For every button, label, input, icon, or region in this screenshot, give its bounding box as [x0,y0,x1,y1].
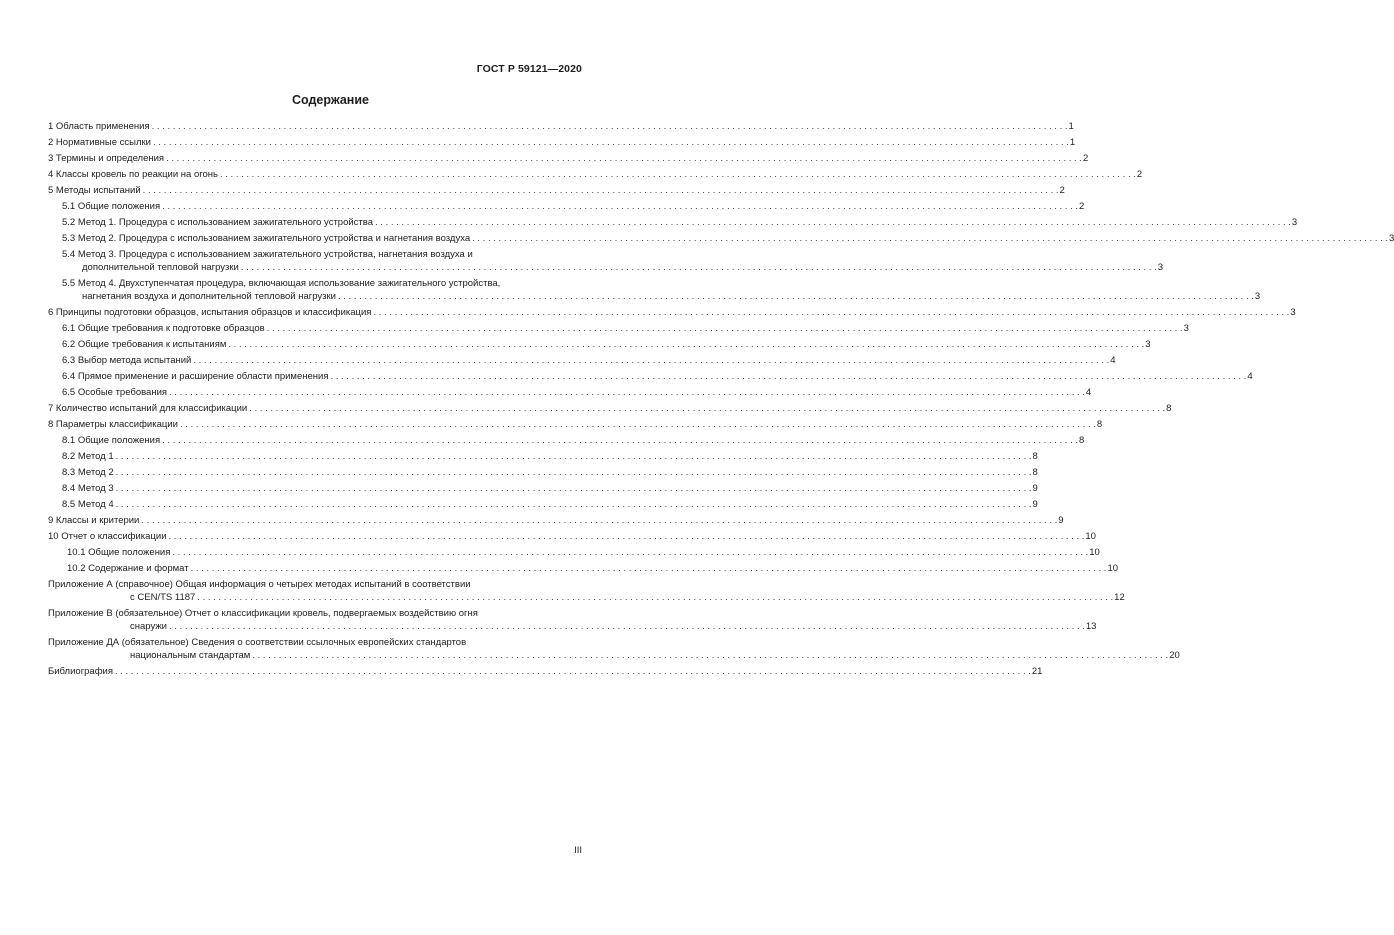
dot-leader [162,200,1078,213]
toc-entry-text: 10.2 Содержание и формат [67,563,189,574]
toc-entry-text: 5.5 Метод 4. Двухступенчатая процедура, включающая использование зажигательного устройства, [62,278,501,289]
page-number: III [574,845,582,856]
toc-entry-continuation: нагнетания воздуха и дополнительной тепловой нагрузки [82,291,336,302]
toc-page-number: 9 [1058,515,1064,526]
toc-page-number: 8 [1032,451,1038,462]
toc-page-number: 2 [1082,153,1089,164]
toc-entry[interactable] [48,354,1116,367]
toc-entry-text: 6.3 Выбор метода испытаний [62,355,192,366]
toc-page-number: 3 [1157,262,1164,273]
dot-leader [193,354,1109,367]
toc-entry-text: 8.2 Метод 1 [62,451,114,462]
toc-entry[interactable] [48,514,1064,527]
toc-entry-text: 5.4 Метод 3. Процедура с использованием зажигательного устройства, нагнетания воздуха и [62,249,473,260]
dot-leader [152,120,1068,133]
dot-leader [143,184,1059,197]
toc-entry[interactable] [48,184,1065,197]
toc-entry-text: 6.4 Прямое применение и расширение области применения [62,371,329,382]
toc-entry[interactable] [48,498,1038,511]
toc-entry[interactable] [48,607,1097,633]
dot-leader [162,434,1078,447]
dot-leader [330,370,1246,383]
toc-entry-text: 8.3 Метод 2 [62,467,114,478]
toc-entry[interactable] [48,277,1261,303]
toc-entry[interactable] [48,338,1151,351]
toc-entry-text: 5.3 Метод 2. Процедура с использованием зажигательного устройства и нагнетания воздуха [62,233,471,244]
toc-entry[interactable] [48,152,1089,165]
toc-page-number: 3 [1291,217,1298,228]
toc-entry-text: Приложение А (справочное) Общая информация о четырех методах испытаний в соответствии [48,579,471,590]
toc-page-number: 21 [1031,666,1043,677]
toc-entry-text: 6.1 Общие требования к подготовке образцов [62,323,265,334]
toc-entry[interactable] [48,636,1180,662]
toc-page-number: 9 [1032,499,1038,510]
toc-page-number: 10 [1107,563,1119,574]
toc-entry-text: Библиография [48,666,113,677]
toc-entry[interactable] [48,466,1038,479]
toc-entry[interactable] [48,665,1043,678]
toc-entry[interactable] [48,450,1038,463]
dot-leader [197,591,1113,604]
dot-leader [116,482,1032,495]
dot-leader [252,649,1168,662]
dot-leader [373,306,1289,319]
toc-entry-continuation: с CEN/TS 1187 [130,592,196,603]
toc-page-number: 1 [1068,121,1074,132]
toc-page-number: 2 [1136,169,1143,180]
toc-entry-text: 7 Количество испытаний для классификации [48,403,248,414]
toc-page-number: 20 [1169,650,1180,661]
toc-entry-text: 6 Принципы подготовки образцов, испытания образцов и классификация [48,307,372,318]
dot-leader [169,530,1085,543]
dot-leader [180,418,1096,431]
toc-entry-text: 8.1 Общие положения [62,435,161,446]
toc-entry-text: 1 Область применения [48,121,150,132]
toc-page-number: 13 [1085,621,1097,632]
toc-entry[interactable] [48,232,1394,245]
toc-entry[interactable] [48,136,1076,149]
dot-leader [153,136,1069,149]
dot-leader [116,466,1032,479]
toc-page-number: 8 [1078,435,1085,446]
toc-page-number: 3 [1254,291,1261,302]
toc-page-number: 9 [1032,483,1038,494]
toc-page-number: 1 [1069,137,1076,148]
toc-page-number: 10 [1089,547,1100,558]
toc-entry-text: 8 Параметры классификации [48,419,178,430]
toc-page-number: 3 [1183,323,1189,334]
toc-entry[interactable] [48,546,1100,559]
toc-entry[interactable] [48,200,1085,213]
toc-page-number: 4 [1247,371,1253,382]
toc-entry[interactable] [48,386,1092,399]
dot-leader [115,665,1031,678]
toc-entry[interactable] [48,168,1143,181]
dot-leader [191,562,1107,575]
toc-entry-continuation: снаружи [130,621,167,632]
toc-entry-text: 10 Отчет о классификации [48,531,167,542]
toc-entry[interactable] [48,322,1189,335]
toc-page-number: 3 [1389,233,1394,244]
page-title: Содержание [291,93,369,107]
dot-leader [172,546,1088,559]
toc-entry-text: 6.2 Общие требования к испытаниям [62,339,227,350]
toc-page-number: 8 [1096,419,1103,430]
toc-entry-text: 4 Классы кровель по реакции на огонь [48,169,218,180]
toc-entry[interactable] [48,562,1119,575]
toc-entry[interactable] [48,306,1296,319]
dot-leader [472,232,1388,245]
toc-entry-text: 10.1 Общие положения [67,547,171,558]
toc-entry[interactable] [48,216,1298,229]
toc-entry-continuation: дополнительной тепловой нагрузки [82,262,239,273]
toc-page-number: 4 [1085,387,1092,398]
toc-entry-text: 6.5 Особые требования [62,387,168,398]
dot-leader [267,322,1183,335]
toc-entry[interactable] [48,530,1096,543]
toc-page-number: 8 [1166,403,1172,414]
dot-leader [338,290,1254,303]
toc-page-number: 12 [1114,592,1125,603]
toc-entry-text: Приложение В (обязательное) Отчет о классификации кровель, подвергаемых воздействию огня [48,608,478,619]
dot-leader [166,152,1082,165]
toc-entry[interactable] [48,402,1172,415]
toc-entry[interactable] [48,434,1085,447]
standard-designation: ГОСТ Р 59121—2020 [476,63,582,75]
toc-entry[interactable] [48,578,1125,604]
toc-entry-text: 8.4 Метод 3 [62,483,114,494]
toc-entry-text: 3 Термины и определения [48,153,165,164]
toc-page-number: 2 [1078,201,1085,212]
toc-entry-text: 2 Нормативные ссылки [48,137,151,148]
toc-entry-text: 9 Классы и критерии [48,515,140,526]
toc-entry[interactable] [48,248,1164,274]
toc-page-number: 3 [1290,307,1296,318]
toc-entry[interactable] [48,120,1074,133]
toc-entry[interactable] [48,370,1253,383]
toc-page-number: 2 [1059,185,1065,196]
toc-page-number: 3 [1145,339,1151,350]
dot-leader [116,450,1032,463]
toc-page-number: 4 [1110,355,1116,366]
dot-leader [169,620,1085,633]
dot-leader [220,168,1136,181]
table-of-contents [48,120,1394,681]
dot-leader [228,338,1144,351]
toc-entry-text: 8.5 Метод 4 [62,499,114,510]
toc-page-number: 8 [1032,467,1038,478]
toc-entry-continuation: национальным стандартам [130,650,251,661]
dot-leader [241,261,1157,274]
toc-entry-text: 5.2 Метод 1. Процедура с использованием зажигательного устройства [62,217,374,228]
toc-entry-text: Приложение ДА (обязательное) Сведения о соответствии ссылочных европейских стандартов [48,637,467,648]
dot-leader [249,402,1165,415]
toc-entry[interactable] [48,482,1038,495]
toc-entry-text: 5 Методы испытаний [48,185,141,196]
toc-entry-text: 5.1 Общие положения [62,201,161,212]
dot-leader [169,386,1085,399]
toc-entry[interactable] [48,418,1103,431]
toc-page-number: 10 [1085,531,1096,542]
dot-leader [141,514,1057,527]
dot-leader [116,498,1032,511]
dot-leader [375,216,1291,229]
